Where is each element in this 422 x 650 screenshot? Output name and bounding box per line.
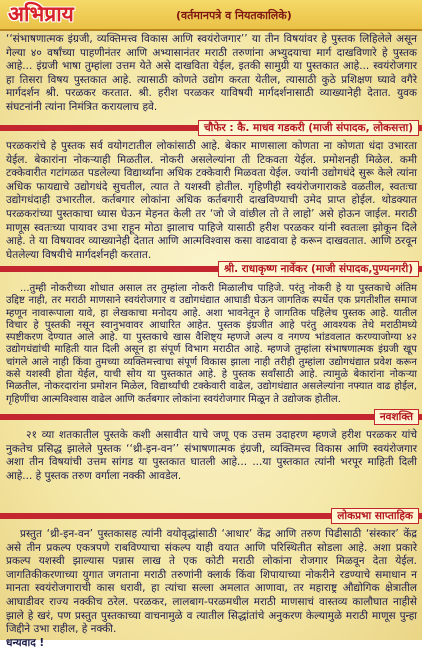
- review-source-band: [0, 120, 422, 136]
- review-text: ‘‘संभाषणात्मक इंग्रजी, व्यक्तिमत्त्व विकास आणि स्वयंरोजगार’’ या तीन विषयांवर हे पुस्तक लिहिलेले असून गेल्या ४० वर्षांच्या पाहणीनंतर आणि अभ्यासानंतर मराठी तरुणांना अभ्युदयाचा मार्ग दाखविणारे हे पुस्तक आहे... इंग्रजी भाषा तुम्हांला उत्तम येते असे दाखविता येईल, इतकी सामुग्री या पुस्तकात आहे... स्वयंरोजगार हा तिसरा विषय पुस्तकात आहे. त्यासाठी कोणते उद्योग करता येतील, त्यासाठी कुठे प्रशिक्षण घ्यावे वगैरे मार्गदर्शन श्री. परळकर करतात. श्री. हरीश परळकर याविषयी मार्गदर्शनासाठी व्याख्यानेही देतात. युवक संघटनांनी त्यांना निमंत्रित करायलाच हवे.: [6, 33, 417, 113]
- closing-thanks: धन्यवाद !: [6, 636, 45, 649]
- review-5: [6, 528, 417, 649]
- review-text: ...तुम्ही नोकरीच्या शोधात असाल तर तुम्हांला नोकरी मिळालीच पाहिजे. परंतु नोकरी हे या पुस्तकाचे अंतिम उद्दिष्ट नाही, तर मराठी माणसाने स्वयंरोजगार व उद्योगधंद्यात आघाडी घेऊन जागतिक स्पर्धेत एक प्रगतीशील समाज म्हणून नावारूपाला यावे, हा लेखकाचा मनोदय आहे. अशा भावनेतून हे जागतिक पहिलेच पुस्तक आहे. यातील विचार हे पुस्तकी नसून स्वानुभवावर आधारित आहेत. पुस्तक इंग्रजीत आहे परंतु आवश्यक तेथे मराठीमध्ये स्पष्टीकरण देण्यात आले आहे. या पुस्तकाचे खास वैशिष्ट्य म्हणजे अल्प व नगण्य भांडवलात करण्याजोग्या ४२ उद्योगधंद्यांची माहिती यात दिली असून हा संपूर्ण विभाग मराठीत आहे. म्हणजे तुम्हांला संभाषणात्मक इंग्रजी खूप चांगले आले नाही किंवा तुमच्या व्यक्तिमत्त्वाचा संपूर्ण विकास झाला नाही तरीही तुम्हांला उद्योगधंद्यात प्रवेश करून कसे यशस्वी होता येईल, याची सोय या पुस्तकात आहे. हे पुस्तक सर्वांसाठी आहे. त्यामुळे बेकारांना नोकऱ्या मिळतील, नोकरदारांना प्रमोशन मिळेल, विद्यार्थ्यांची टक्केवारी वाढेल, उद्योगधंद्यात असलेल्यांना नफ्यात वाढ होईल, गृहिणींचा आत्मविश्वास वाढेल आणि कर्तबगार लोकांना स्वयंरोजगार मिळून ते उद्योजक होतील.: [6, 283, 417, 405]
- review-3: [6, 283, 417, 407]
- review-source-band: [0, 409, 422, 425]
- divider-rule: [0, 414, 422, 420]
- review-text: परळकरांचे हे पुस्तक सर्व वयोगटातील लोकांसाठी आहे. बेकार माणसाला कोणता ना कोणता धंदा उभारता येईल. बेकारांना नोकऱ्याही मिळतील. नोकरी असलेल्यांना ती टिकवता येईल. प्रमोशनही मिळेल. कमी टक्केवारीत गटांगळत पडलेल्या विद्यार्थ्यांना अधिक टक्केवारी मिळवता येईल. ज्यांनी उद्योगधंदे सुरू केले त्यांना अधिक फायद्याचे उद्योगधंदे सुचतील, त्यात ते यशस्वी होतील. गृहिणीही स्वयंरोजगाराकडे वळतील, स्वतःचा उद्योगधंदाही उभारतील. कर्तबगार लोकांना अधिक कर्तबगारी दाखविण्याची उमेद प्राप्त होईल. थोडक्यात परळकरांच्या पुस्तकाचा ध्यास घेऊन मेहनत केली तर ‘जो जे वांछील तो ते लाहो’ असे होऊन जाईल. मराठी माणूस स्वतःच्या पायावर उभा राहून मोठा झालाच पाहिजे यासाठी हरीश परळकर यांनी स्वतःला झोकून दिले आहे. ते या विषयावर व्याख्यानेही देतात आणि आत्मविश्वास कसा वाढवावा हे करून दाखवतात. आणि ठरवून घेतलेल्या विषयीचे मार्गदर्शनही करतात.: [6, 140, 417, 261]
- review-4: [6, 429, 417, 505]
- review-text: २१ व्या शतकातील पुस्तके कशी असावीत याचे जणू एक उत्तम उदाहरण म्हणजे हरीश परळकर यांचे नुकतेच प्रसिद्ध झालेले पुस्तक ‘‘थ्री-इन-वन’’ संभाषणात्मक इंग्रजी, व्यक्तिमत्त्व विकास आणि स्वयंरोजगार अशा तीन विषयांची उत्तम सांगड या पुस्तकात घातली आहे... ...या पुस्तकात त्यांनी भरपूर माहिती दिली आहे... हे पुस्तक तरुण वर्गाला नक्की आवडेल.: [6, 429, 417, 482]
- header-banner: [0, 0, 422, 31]
- page-subtitle: (वर्तमानपत्रे व नियतकालिके): [176, 9, 292, 22]
- review-source: श्री. राधाकृष्ण नार्वेकर (माजी संपादक,पुण्यनगरी): [218, 261, 419, 277]
- review-source-band: [0, 261, 422, 277]
- review-source: नवशक्ति: [374, 409, 419, 425]
- page-title: अभिप्राय: [8, 2, 74, 26]
- review-source: चौफेर : कै. माधव गडकरी (माजी संपादक, लोकसत्ता): [198, 120, 419, 136]
- review-1: [6, 33, 417, 119]
- review-source: लोकप्रभा साप्ताहिक: [331, 508, 419, 524]
- review-text: प्रस्तुत ‘थ्री-इन-वन’ पुस्तकासह त्यांनी वयोवृद्धांसाठी ‘आधार’ केंद्र आणि तरुण पिढीसाठी ‘संस्कार’ केंद्र असे तीन प्रकल्प एकत्रपणे राबविण्याचा संकल्प याही वयात आणि परिस्थितीत सोडला आहे. अशा प्रकारे प्रकल्प यशस्वी झाल्यास पन्नास लाख ते एक कोटी मराठी लोकांना रोजगार मिळवून देता येईल. जागतिकीकरणाच्या युगात जगताना मराठी तरुणांनी क्लार्क किंवा शिपायाच्या नोकरीने रडण्याचे समाधान न मानता स्वयंरोजगाराची कास धरावी, हा त्यांचा सल्ला अमलात आणावा, तर महाराष्ट्र औद्योगिक क्षेत्रातील आघाडीवर राज्य नक्कीच ठरेल. परळकर, लालबाग-परळमधील मराठी माणसाचं वास्तव्य कालौघात नाहीसे झाले हे खरं, पण प्रस्तुत पुस्तकाच्या वाचनामुळे व त्यातील सिद्धांतांचे अनुकरण केल्यामुळे मराठी माणूस पुन्हा जिद्दीने उभा राहील, हे नक्की.: [6, 528, 417, 636]
- review-source-band: [0, 508, 422, 524]
- review-2: [6, 140, 417, 261]
